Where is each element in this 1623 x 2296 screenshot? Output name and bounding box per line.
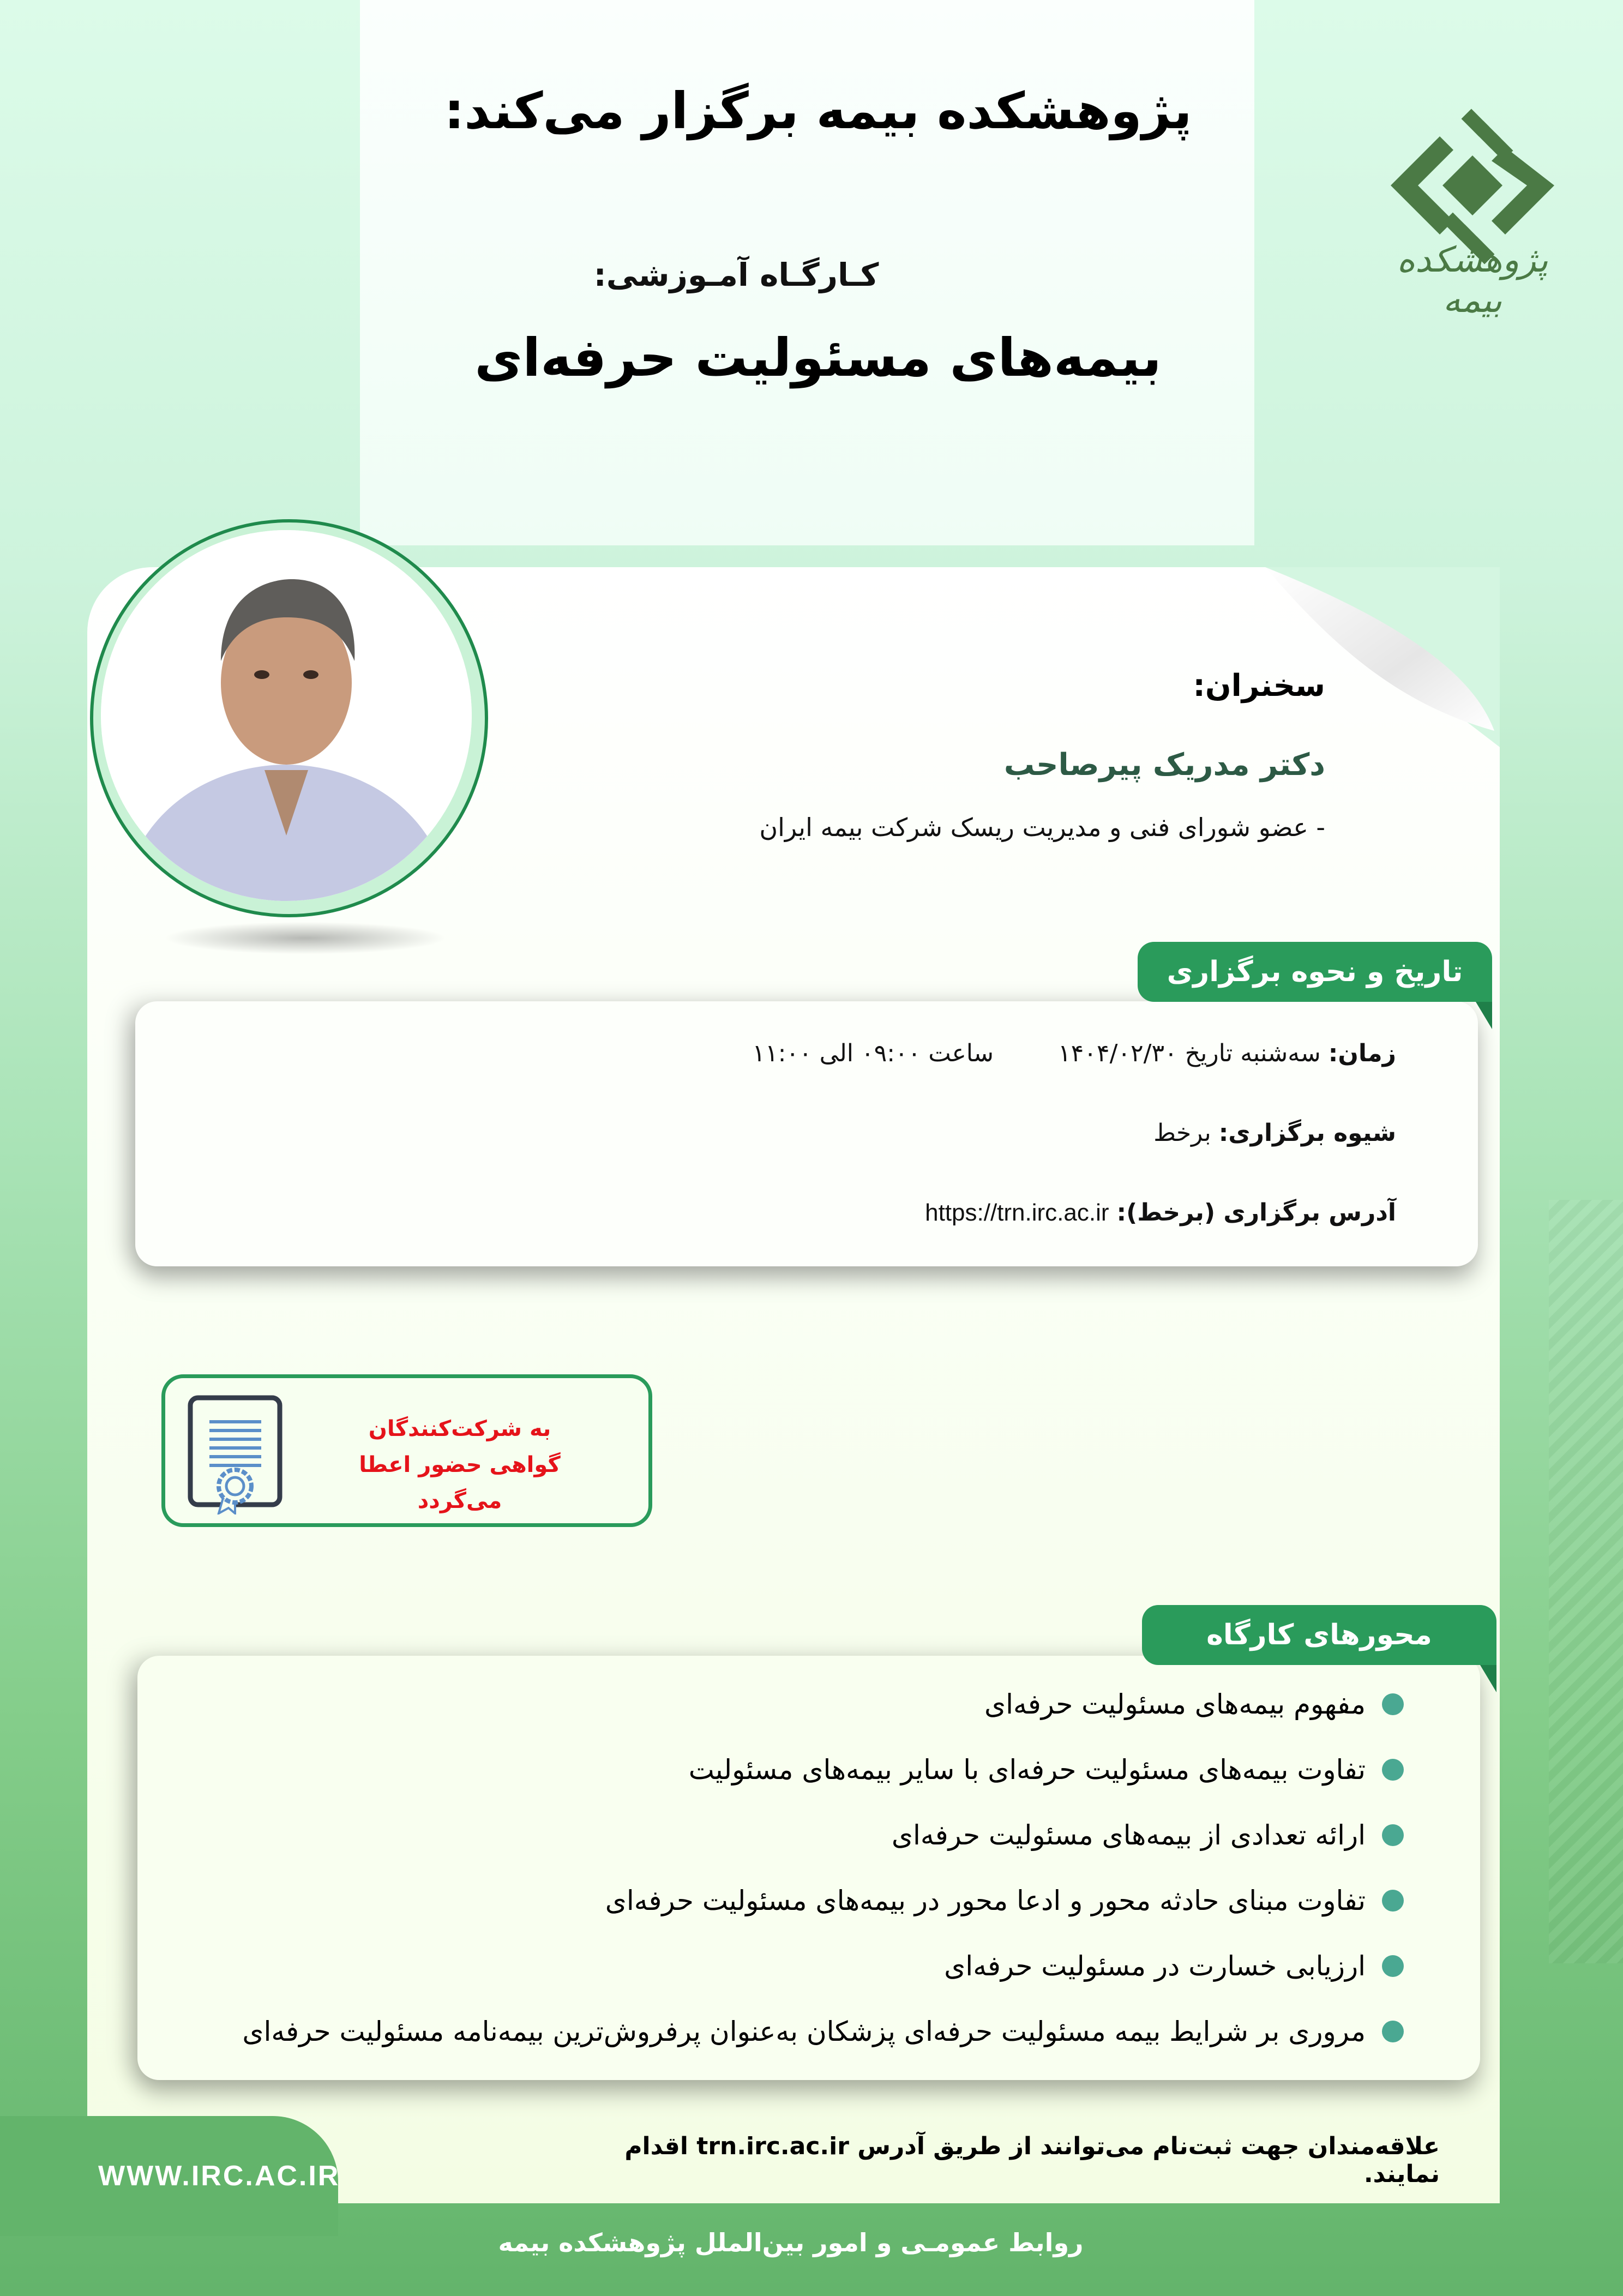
address-label: آدرس برگزاری (برخط): bbox=[1116, 1199, 1396, 1227]
bullet-icon bbox=[1382, 1759, 1404, 1781]
topic-item: ارزیابی خسارت در مسئولیت حرفه‌ای bbox=[944, 1950, 1404, 1982]
logo-wordmark: پژوهشکده بیمه bbox=[1397, 240, 1548, 321]
speaker-name: دکتر مدریک پیرصاحب bbox=[1003, 747, 1325, 783]
certificate-box bbox=[161, 1374, 652, 1527]
speaker-portrait-icon bbox=[101, 530, 472, 901]
speaker-photo bbox=[101, 530, 472, 901]
decorative-stripe bbox=[1549, 1200, 1623, 1963]
speakers-label: سخنران: bbox=[1193, 668, 1325, 704]
topics-tab bbox=[1142, 1605, 1496, 1665]
topic-item: مفهوم بیمه‌های مسئولیت حرفه‌ای bbox=[984, 1688, 1404, 1720]
time-row bbox=[752, 1039, 1396, 1067]
time-value: سه‌شنبه تاریخ ۱۴۰۴/۰۲/۳۰ bbox=[1058, 1039, 1321, 1067]
mode-label: شیوه برگزاری: bbox=[1218, 1119, 1396, 1147]
event-type: کـارگـاه آمـوزشی: bbox=[593, 256, 879, 293]
mode-row bbox=[1153, 1119, 1396, 1147]
bullet-icon bbox=[1382, 2021, 1404, 2042]
organizer-title: پژوهشکده بیمه برگزار می‌کند: bbox=[444, 82, 1192, 140]
certificate-icon bbox=[185, 1395, 294, 1514]
speaker-role: - عضو شورای فنی و مدیریت ریسک شرکت بیمه ایران bbox=[759, 813, 1325, 842]
time-hours: ساعت ۰۹:۰۰ الی ۱۱:۰۰ bbox=[752, 1039, 994, 1067]
topic-item: مروری بر شرایط بیمه مسئولیت حرفه‌ای پزشکان به‌عنوان پرفروش‌ترین بیمه‌نامه مسئولیت حرفه‌ای bbox=[242, 2016, 1404, 2047]
address-row bbox=[925, 1199, 1396, 1227]
bullet-icon bbox=[1382, 1693, 1404, 1715]
registration-note: علاقه‌مندان جهت ثبت‌نام می‌توانند از طریق آدرس trn.irc.ac.ir اقدام نمایند. bbox=[624, 2132, 1440, 2188]
page-curl-decoration bbox=[1265, 567, 1500, 747]
certificate-line-1: به شرکت‌کنندگان bbox=[368, 1416, 551, 1441]
topics-tab-label: محورهای کارگاه bbox=[1206, 1619, 1432, 1651]
bullet-icon bbox=[1382, 1955, 1404, 1977]
schedule-tab-label: تاریخ و نحوه برگزاری bbox=[1167, 955, 1463, 988]
photo-shadow bbox=[164, 922, 447, 954]
topic-item: تفاوت بیمه‌های مسئولیت حرفه‌ای با سایر بیمه‌های مسئولیت bbox=[689, 1754, 1404, 1786]
bullet-icon bbox=[1382, 1890, 1404, 1912]
mode-value: برخط bbox=[1153, 1119, 1211, 1147]
topic-item: تفاوت مبنای حادثه محور و ادعا محور در بیمه‌های مسئولیت حرفه‌ای bbox=[605, 1885, 1404, 1916]
schedule-card bbox=[135, 1001, 1478, 1266]
footer-credit: روابط عمومـی و امور بین‌الملل پژوهشکده بیمه bbox=[498, 2228, 1084, 2257]
schedule-tab bbox=[1138, 942, 1492, 1002]
bullet-icon bbox=[1382, 1824, 1404, 1846]
certificate-line-2: گواهی حضور اعطا می‌گردد bbox=[359, 1452, 561, 1513]
topic-item: ارائه تعدادی از بیمه‌های مسئولیت حرفه‌ای bbox=[892, 1819, 1404, 1851]
address-link[interactable]: https://trn.irc.ac.ir bbox=[925, 1199, 1109, 1226]
topics-card bbox=[137, 1656, 1480, 2080]
website-link[interactable]: WWW.IRC.AC.IR bbox=[98, 2160, 340, 2192]
time-label: زمان: bbox=[1328, 1039, 1396, 1067]
workshop-title: بیمه‌های مسئولیت حرفه‌ای bbox=[474, 327, 1162, 388]
certificate-message bbox=[318, 1411, 602, 1519]
